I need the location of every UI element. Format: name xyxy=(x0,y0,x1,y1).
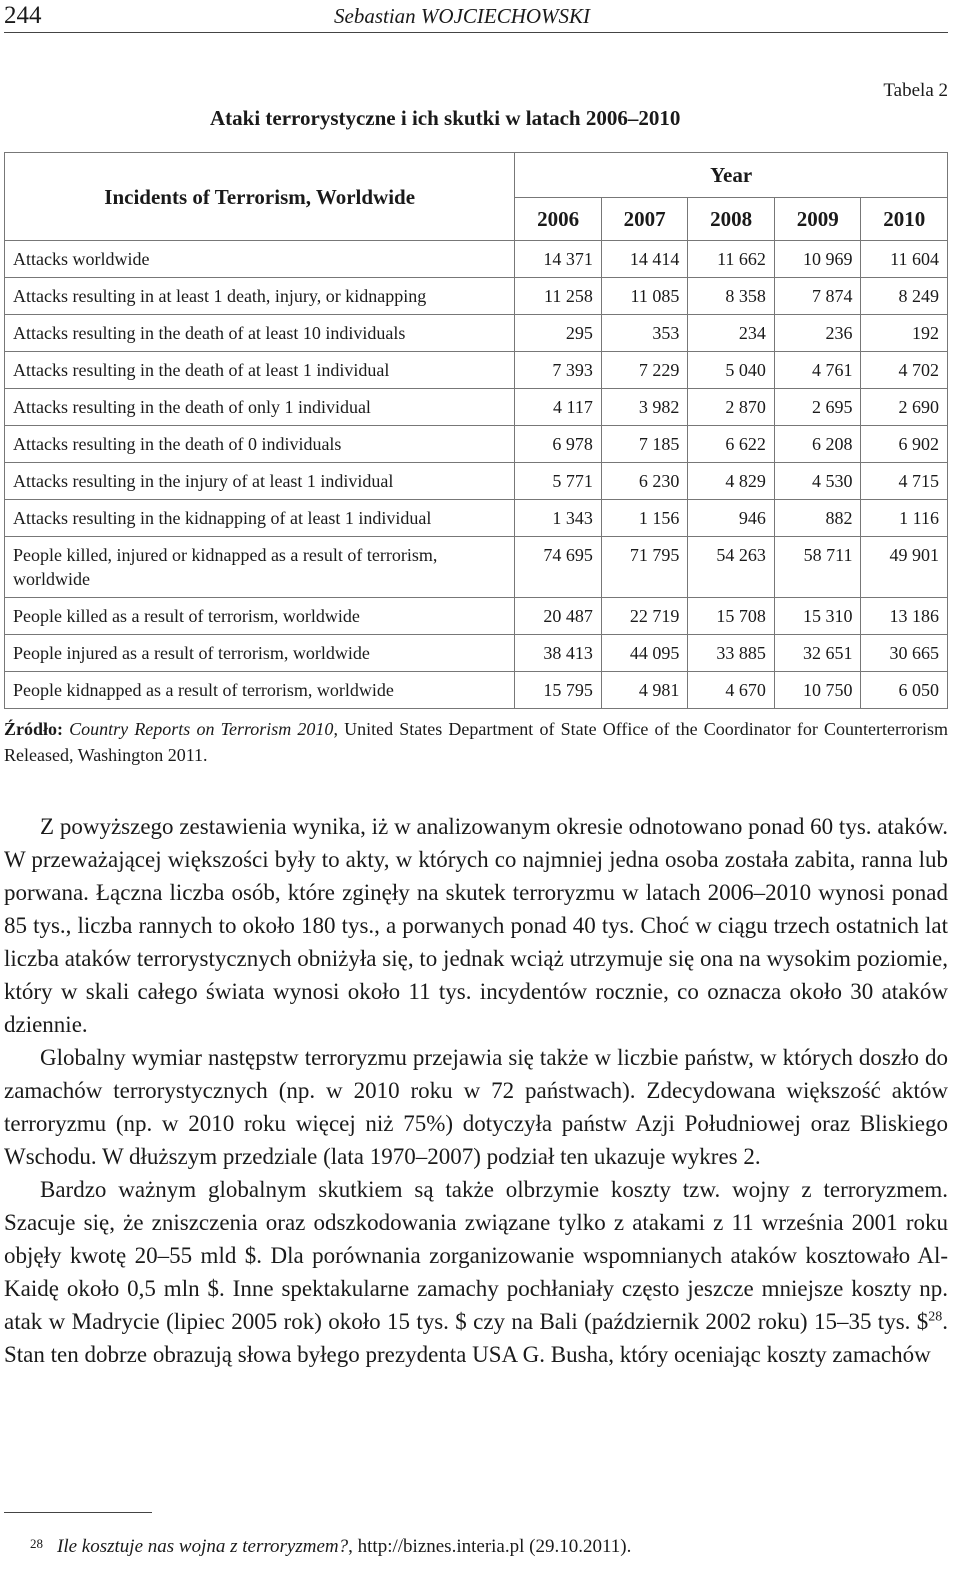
paragraph-2: Globalny wymiar następstw terroryzmu przejawia się także w liczbie państw, w których doszło do zamachów terrorystycznych (np. w 2010 roku w 72 państwach). Zdecydowana większość aktów terroryzmu (np. w 2010 roku więcej niż 75%) dotyczyła państw Azji Południowej oraz Bliskiego Wschodu. W dłuższym przedziale (lata 1970–2007) podział ten ukazuje wykres 2. xyxy=(4,1045,948,1169)
row-value: 5 771 xyxy=(515,463,602,500)
row-value: 1 116 xyxy=(861,500,948,537)
row-value: 4 670 xyxy=(688,672,775,709)
footnote-rule xyxy=(4,1512,152,1513)
table-label: Tabela 2 xyxy=(883,80,948,101)
row-value: 22 719 xyxy=(601,598,688,635)
row-value: 4 117 xyxy=(515,389,602,426)
row-value: 6 230 xyxy=(601,463,688,500)
year-cell: 2010 xyxy=(861,198,948,241)
footnote-title: Ile kosztuje nas wojna z terroryzmem? xyxy=(57,1536,349,1557)
row-value: 3 982 xyxy=(601,389,688,426)
row-value: 14 371 xyxy=(515,241,602,278)
table-row xyxy=(5,241,948,278)
row-value: 882 xyxy=(774,500,861,537)
row-label: People kidnapped as a result of terrorism, worldwide xyxy=(5,672,515,709)
row-value: 2 695 xyxy=(774,389,861,426)
page-header xyxy=(4,0,948,33)
row-value: 44 095 xyxy=(601,635,688,672)
row-value: 6 050 xyxy=(861,672,948,709)
row-value: 71 795 xyxy=(601,537,688,598)
paragraph-3 xyxy=(4,1173,948,1371)
row-label: Attacks resulting in the death of at least 1 individual xyxy=(5,352,515,389)
page-number: 244 xyxy=(4,2,42,29)
row-value: 58 711 xyxy=(774,537,861,598)
row-label: Attacks resulting in the death of 0 individuals xyxy=(5,426,515,463)
row-value: 8 358 xyxy=(688,278,775,315)
table-row xyxy=(5,426,948,463)
row-label: Attacks resulting in the injury of at least 1 individual xyxy=(5,463,515,500)
row-value: 49 901 xyxy=(861,537,948,598)
table-row xyxy=(5,389,948,426)
row-value: 6 622 xyxy=(688,426,775,463)
row-value: 8 249 xyxy=(861,278,948,315)
row-value: 5 040 xyxy=(688,352,775,389)
row-value: 54 263 xyxy=(688,537,775,598)
row-value: 7 185 xyxy=(601,426,688,463)
table-row xyxy=(5,537,948,598)
row-value: 192 xyxy=(861,315,948,352)
row-value: 4 702 xyxy=(861,352,948,389)
row-value: 7 229 xyxy=(601,352,688,389)
year-cell: 2006 xyxy=(515,198,602,241)
source-rest: , United States Department of State Office of the Coordinator for Counterterrorism Released, Washington 2011. xyxy=(4,719,948,765)
row-value: 7 874 xyxy=(774,278,861,315)
row-value: 6 902 xyxy=(861,426,948,463)
table-row xyxy=(5,635,948,672)
year-cell: 2009 xyxy=(774,198,861,241)
row-value: 2 870 xyxy=(688,389,775,426)
table-title: Ataki terrorystyczne i ich skutki w latach 2006–2010 xyxy=(210,106,681,130)
row-label: Attacks resulting in at least 1 death, injury, or kidnapping xyxy=(5,278,515,315)
row-label: Attacks resulting in the death of at least 10 individuals xyxy=(5,315,515,352)
row-value: 11 085 xyxy=(601,278,688,315)
paragraph-3-text-end: . Stan ten dobrze obrazują słowa byłego prezydenta USA G. Busha, który oceniając koszty zamachów xyxy=(4,1309,948,1367)
row-value: 11 662 xyxy=(688,241,775,278)
row-value: 234 xyxy=(688,315,775,352)
table-row xyxy=(5,278,948,315)
row-value: 14 414 xyxy=(601,241,688,278)
terrorism-table xyxy=(4,152,948,709)
row-label: People killed as a result of terrorism, worldwide xyxy=(5,598,515,635)
row-value: 10 750 xyxy=(774,672,861,709)
row-value: 10 969 xyxy=(774,241,861,278)
row-label: People killed, injured or kidnapped as a result of terrorism, worldwide xyxy=(5,537,515,598)
row-value: 74 695 xyxy=(515,537,602,598)
row-value: 30 665 xyxy=(861,635,948,672)
row-value: 15 795 xyxy=(515,672,602,709)
source-prefix: Źródło: xyxy=(4,719,64,739)
year-cell: 2007 xyxy=(601,198,688,241)
body-text xyxy=(4,810,948,1371)
row-value: 20 487 xyxy=(515,598,602,635)
row-value: 38 413 xyxy=(515,635,602,672)
row-value: 7 393 xyxy=(515,352,602,389)
table-row xyxy=(5,672,948,709)
row-value: 15 708 xyxy=(688,598,775,635)
year-header: Year xyxy=(515,153,948,198)
running-head: Sebastian WOJCIECHOWSKI xyxy=(334,4,591,28)
table-row xyxy=(5,598,948,635)
row-label: People injured as a result of terrorism, worldwide xyxy=(5,635,515,672)
source-note xyxy=(4,716,948,768)
table-body xyxy=(5,241,948,709)
row-value: 6 978 xyxy=(515,426,602,463)
row-label: Attacks resulting in the death of only 1 individual xyxy=(5,389,515,426)
row-value: 11 258 xyxy=(515,278,602,315)
table-row xyxy=(5,315,948,352)
footnote-rest: , http://biznes.interia.pl (29.10.2011). xyxy=(348,1536,632,1557)
row-value: 32 651 xyxy=(774,635,861,672)
row-value: 4 981 xyxy=(601,672,688,709)
row-value: 11 604 xyxy=(861,241,948,278)
table-row xyxy=(5,463,948,500)
year-cell: 2008 xyxy=(688,198,775,241)
paragraph-1: Z powyższego zestawienia wynika, iż w analizowanym okresie odnotowano ponad 60 tys. ataków. W przeważającej większości były to akty, w których co najmniej jedna osoba została zabita, ranna lub porwana. Łączna liczba osób, które zginęły na skutek terroryzmu w latach 2006–2010 wynosi ponad 85 tys., liczba rannych to około 180 tys., a porwanych ponad 40 tys. Choć w ciągu trzech ostatnich lat liczba ataków terrorystycznych obniżyła się, to jednak wciąż utrzymuje się ona na wysokim poziomie, który w skali całego świata wynosi około 11 tys. incydentów rocznie, co oznacza około 30 ataków dziennie. xyxy=(4,814,948,1037)
incidents-header: Incidents of Terrorism, Worldwide xyxy=(5,153,515,241)
footnote-number: 28 xyxy=(30,1536,43,1551)
row-value: 4 715 xyxy=(861,463,948,500)
table-row xyxy=(5,500,948,537)
row-value: 295 xyxy=(515,315,602,352)
row-value: 2 690 xyxy=(861,389,948,426)
row-value: 946 xyxy=(688,500,775,537)
row-value: 33 885 xyxy=(688,635,775,672)
row-value: 13 186 xyxy=(861,598,948,635)
table-row xyxy=(5,352,948,389)
row-label: Attacks worldwide xyxy=(5,241,515,278)
paragraph-3-text: Bardzo ważnym globalnym skutkiem są także olbrzymie koszty tzw. wojny z terroryzmem. Szacuje się, że zniszczenia oraz odszkodowania związane tylko z atakami z 11 września 2001 roku objęły kwotę 20–55 mld $. Dla porównania zorganizowanie wspomnianych ataków kosztowało Al-Kaidę około 0,5 mln $. Inne spektakularne zamachy pochłaniały często jeszcze mniejsze koszty np. atak w Madrycie (lipiec 2005 rok) około 15 tys. $ czy na Bali (październik 2002 roku) 15–35 tys. $ xyxy=(4,1177,948,1334)
row-label: Attacks resulting in the kidnapping of at least 1 individual xyxy=(5,500,515,537)
footnote xyxy=(30,1536,631,1558)
source-title: Country Reports on Terrorism 2010 xyxy=(69,719,334,739)
row-value: 4 530 xyxy=(774,463,861,500)
row-value: 4 829 xyxy=(688,463,775,500)
row-value: 15 310 xyxy=(774,598,861,635)
row-value: 353 xyxy=(601,315,688,352)
row-value: 4 761 xyxy=(774,352,861,389)
footnote-ref: 28 xyxy=(928,1309,943,1325)
row-value: 236 xyxy=(774,315,861,352)
row-value: 6 208 xyxy=(774,426,861,463)
row-value: 1 343 xyxy=(515,500,602,537)
row-value: 1 156 xyxy=(601,500,688,537)
